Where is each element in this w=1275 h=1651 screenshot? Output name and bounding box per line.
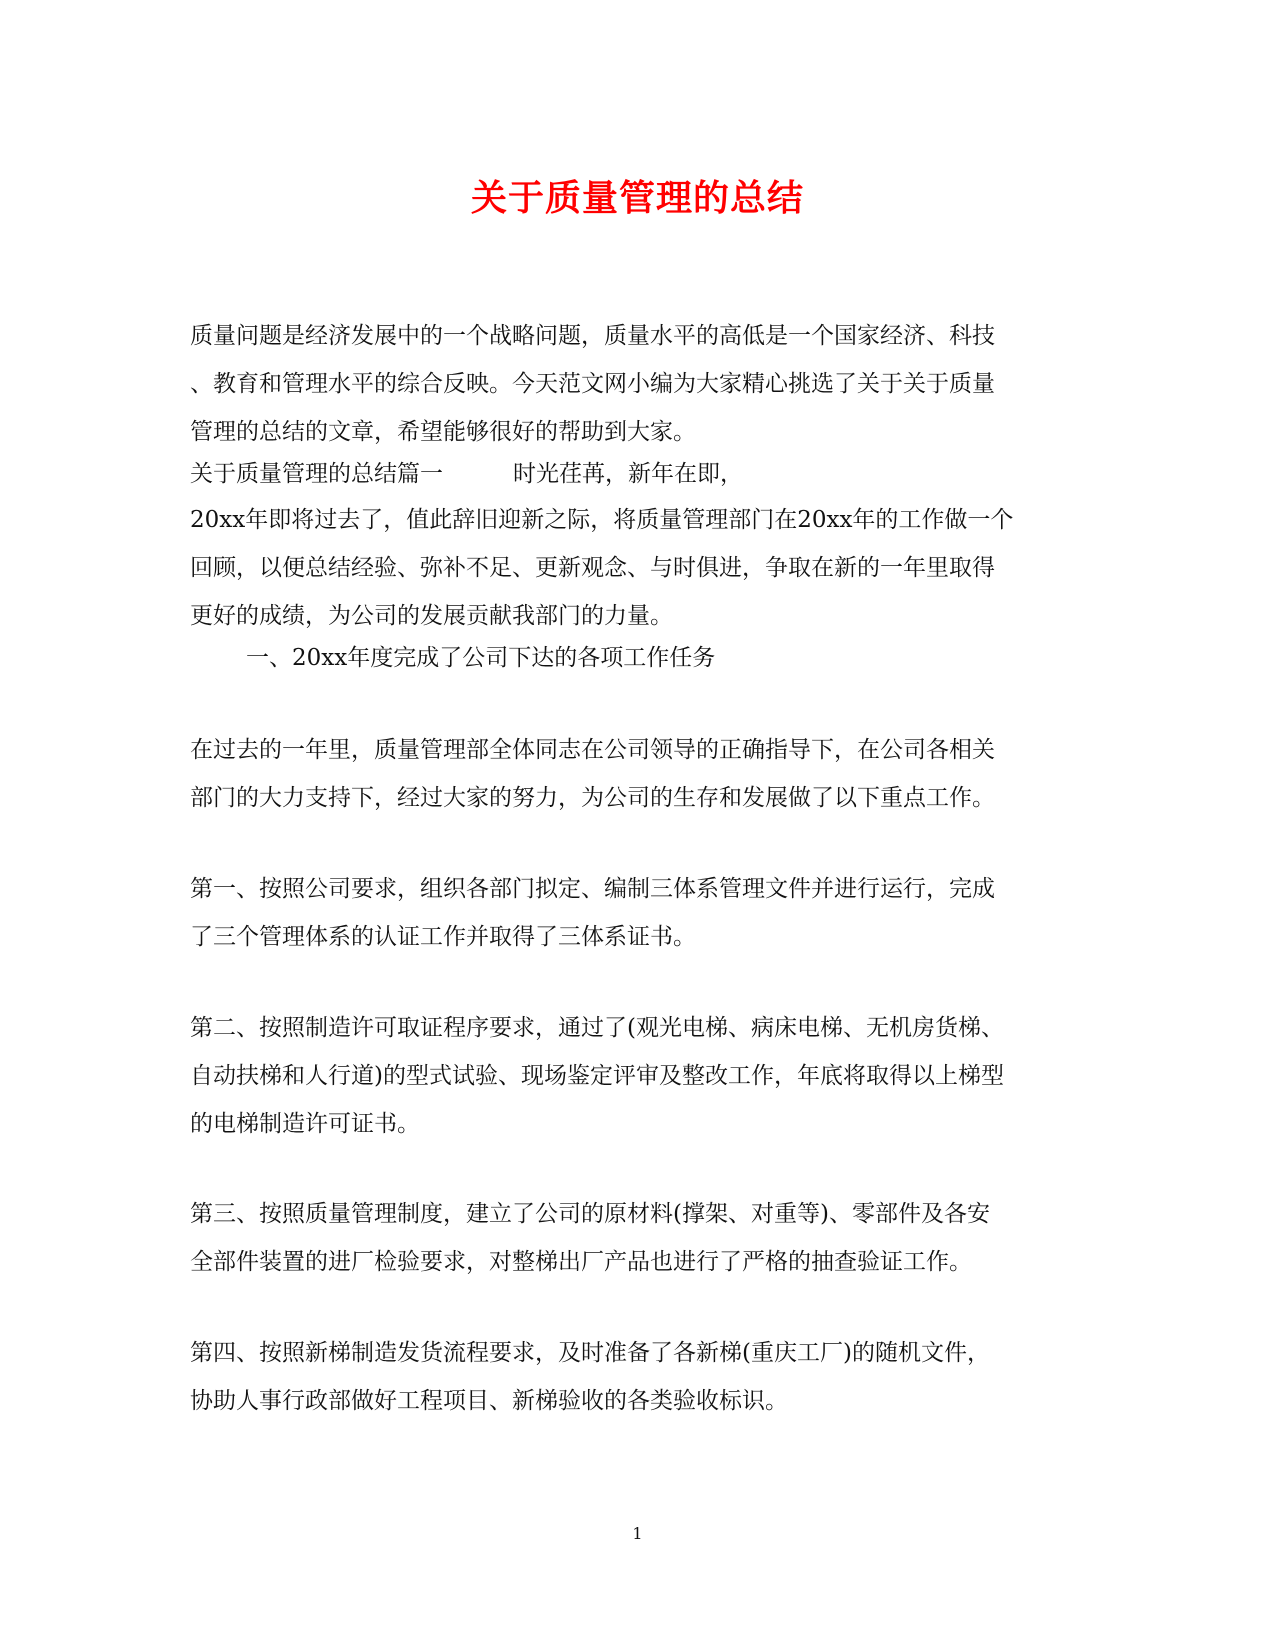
paragraph-line: 部门的大力支持下，经过大家的努力，为公司的生存和发展做了以下重点工作。: [190, 785, 995, 811]
paragraph-line: 第一、按照公司要求，组织各部门拟定、编制三体系管理文件并进行运行，完成: [190, 876, 995, 902]
paragraph-line: 全部件装置的进厂检验要求，对整梯出厂产品也进行了严格的抽查验证工作。: [190, 1249, 972, 1275]
paragraph-line: 协助人事行政部做好工程项目、新梯验收的各类验收标识。: [190, 1388, 788, 1414]
paragraph-line: 第三、按照质量管理制度，建立了公司的原材料(撑架、对重等)、零部件及各安: [190, 1201, 990, 1227]
paragraph-line: 了三个管理体系的认证工作并取得了三体系证书。: [190, 924, 696, 950]
paragraph-3: [190, 726, 1090, 822]
paragraph-line: 20xx年即将过去了，值此辞旧迎新之际，将质量管理部门在20xx年的工作做一个: [190, 507, 1014, 533]
intro-paragraph: [190, 312, 1090, 456]
paragraph-line: 自动扶梯和人行道)的型式试验、现场鉴定评审及整改工作，年底将取得以上梯型: [190, 1063, 1004, 1089]
document-title: 关于质量管理的总结: [470, 177, 804, 219]
intro-line: 、教育和管理水平的综合反映。今天范文网小编为大家精心挑选了关于关于质量: [190, 371, 995, 397]
paragraph-line: 更好的成绩，为公司的发展贡献我部门的力量。: [190, 603, 673, 629]
paragraph-line: 第二、按照制造许可取证程序要求，通过了(观光电梯、病床电梯、无机房货梯、: [190, 1015, 1004, 1041]
subheading: 一、20xx年度完成了公司下达的各项工作任务: [246, 645, 716, 671]
paragraph-2: [190, 496, 1090, 640]
section-heading-tail: 时光荏苒，新年在即，: [513, 461, 743, 487]
item-3: [190, 1190, 1090, 1286]
paragraph-line: 在过去的一年里，质量管理部全体同志在公司领导的正确指导下，在公司各相关: [190, 737, 995, 763]
intro-line: 管理的总结的文章，希望能够很好的帮助到大家。: [190, 419, 696, 445]
paragraph-line: 第四、按照新梯制造发货流程要求，及时准备了各新梯(重庆工厂)的随机文件，: [190, 1340, 990, 1366]
section-heading-line: [190, 450, 1090, 498]
intro-line: 质量问题是经济发展中的一个战略问题，质量水平的高低是一个国家经济、科技: [190, 323, 995, 349]
paragraph-line: 的电梯制造许可证书。: [190, 1111, 420, 1137]
page-number: 1: [632, 1524, 643, 1543]
section-heading: 关于质量管理的总结篇一: [190, 461, 443, 487]
item-4: [190, 1329, 1090, 1425]
item-2: [190, 1004, 1090, 1148]
paragraph-line: 回顾，以便总结经验、弥补不足、更新观念、与时俱进，争取在新的一年里取得: [190, 555, 995, 581]
item-1: [190, 865, 1090, 961]
